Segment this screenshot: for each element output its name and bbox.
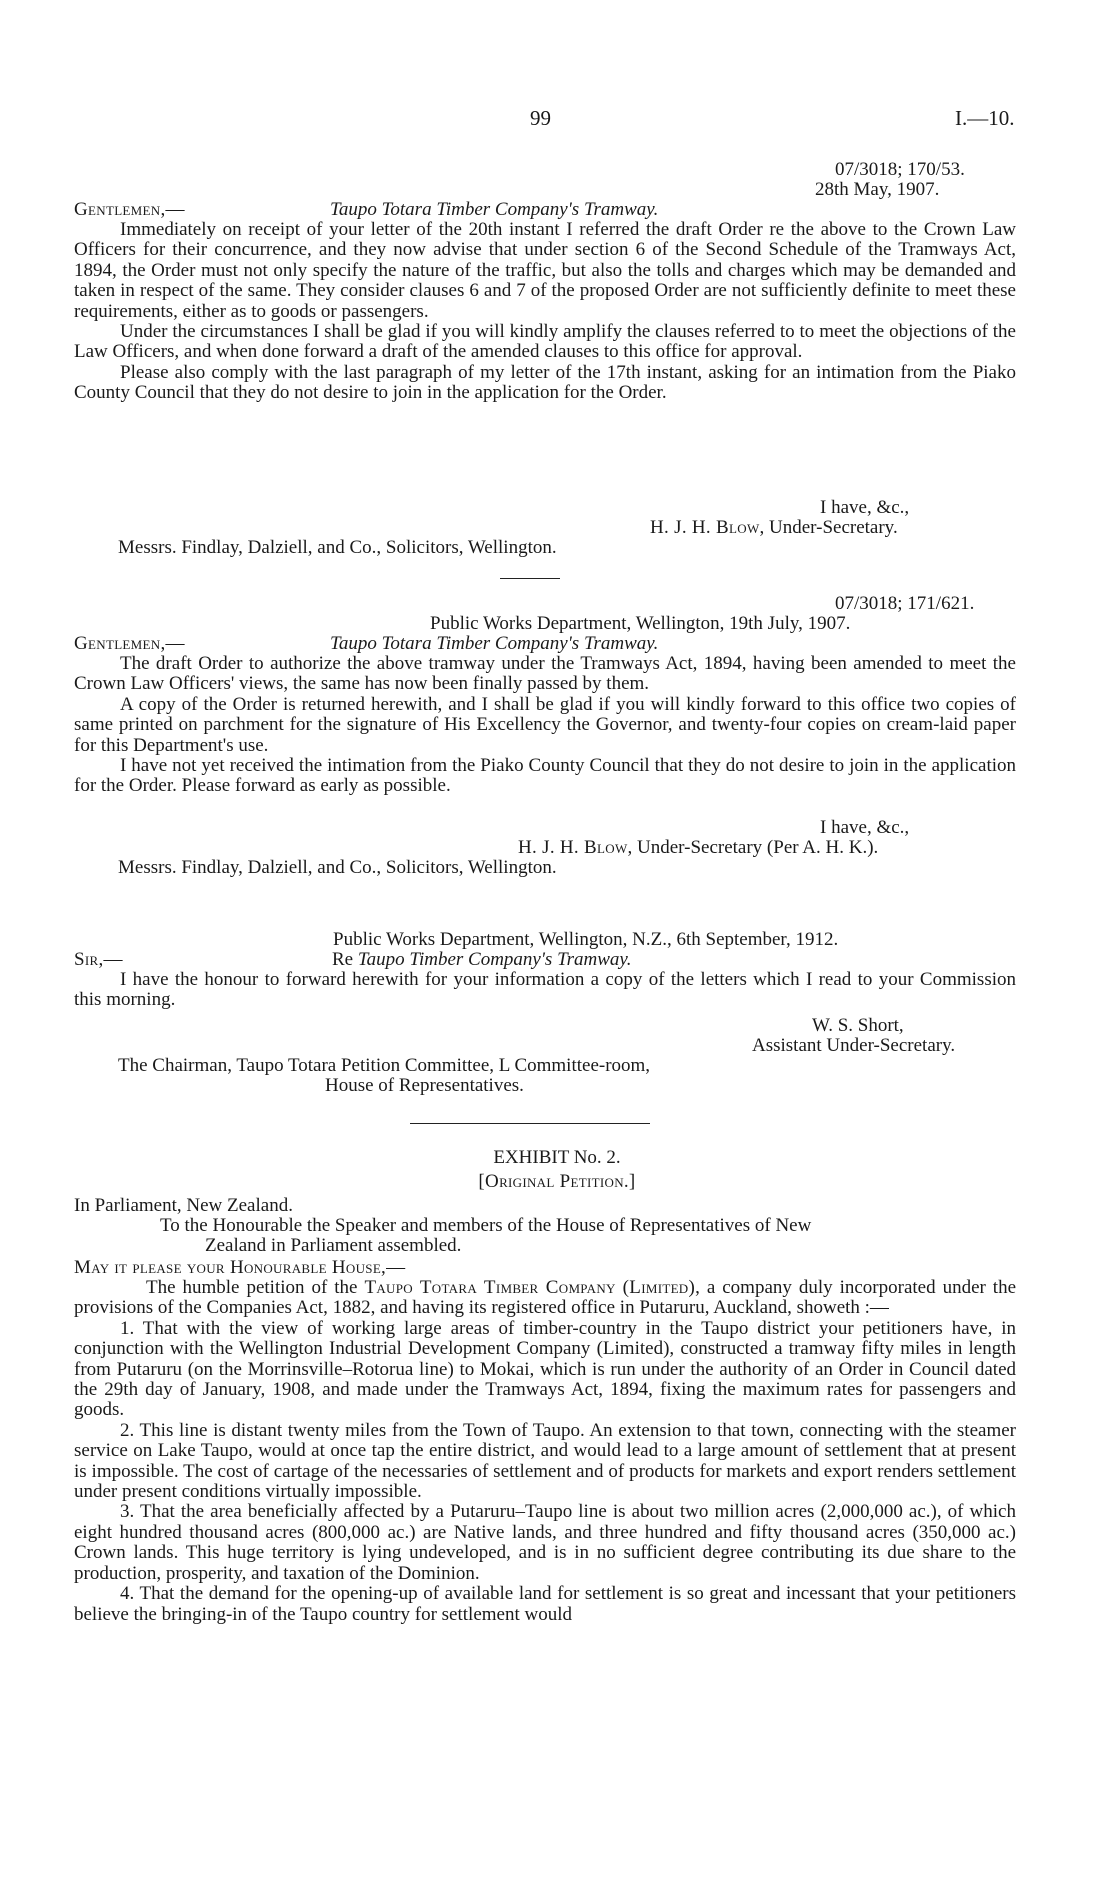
letter1-signature-name: H. J. H. Blow — [650, 517, 760, 538]
letter1-paragraph-2: Under the circumstances I shall be glad if you will kindly amplify the clauses referred to to meet the objections of the Law Officers, and when done forward a draft of the amended clauses to this office for approval. — [74, 321, 1016, 363]
exhibit-opening-line: In Parliament, New Zealand. — [74, 1195, 293, 1216]
petition-paragraph-3: 3. That the area beneficially affected by a Putaruru–Taupo line is about two million acres (2,000,000 ac.), of which eight hundred thousand acres (800,000 ac.) are Native lands, and three hundred and fifty thousand acres (350,000 ac.) Crown lands. This huge territory is lying undeveloped, and is in no sufficient degree contributing its due share to the production, prosperity, and taxation of the Dominion. — [74, 1501, 1016, 1584]
letter3-date: Public Works Department, Wellington, N.Z., 6th September, 1912. — [333, 929, 839, 950]
letter2-paragraph-2: A copy of the Order is returned herewith, and I shall be glad if you will kindly forward to this office two copies of same printed on parchment for the signature of His Excellency the Governor, and twenty-four copies on cream-laid paper for this Department's use. — [74, 693, 1016, 756]
letter3-signature-name: W. S. Short, — [812, 1015, 904, 1036]
letter3-addressee-line1: The Chairman, Taupo Totara Petition Committee, L Committee-room, — [118, 1055, 651, 1076]
exhibit-divider — [410, 1123, 650, 1124]
company-name: Taupo Totara Timber Company — [364, 1277, 616, 1298]
letter2-paragraph-1: The draft Order to authorize the above tramway under the Tramways Act, 1894, having been amended to meet the Crown Law Officers' views, the same has now been finally passed by them. — [74, 653, 1016, 695]
petition-paragraph-2: 2. This line is distant twenty miles from the Town of Taupo. An extension to that town, connecting with the steamer service on Lake Taupo, would at once tap the entire district, and would lead to a large amount of settlement that at present is impossible. The cost of cartage of the necessaries of settlement and of products for markets and export renders settlement under present conditions virtually impossible. — [74, 1419, 1016, 1503]
petition-paragraph-4: 4. That the demand for the opening-up of available land for settlement is so great and incessant that your petitioners believe the bringing-in of the Taupo country for settlement would — [74, 1583, 1016, 1625]
petition-intro — [74, 1278, 1016, 1319]
letter1-closing: I have, &c., — [820, 497, 910, 518]
section-divider — [500, 578, 560, 579]
petition-intro-end: , a company duly incorporated under the provisions of the Companies Act, 1882, and having its registered office in Putaruru, Auckland, showeth :— — [74, 1277, 1017, 1319]
letter2-signature-title: , Under-Secretary (Per A. H. K.). — [627, 837, 879, 858]
letter3-subject: Taupo Timber Company's Tramway. — [357, 949, 632, 970]
petition-paragraph-1: 1. That with the view of working large areas of timber-country in the Taupo district your petitioners have, in conjunction with the Wellington Industrial Development Company (Limited), constructed a tramway fifty miles in length from Putaruru (on the Morrinsville–Rotorua line) to Mokai, which is run under the authority of an Order in Council dated the 29th day of January, 1908, and made under the Tramways Act, 1894, fixing the maximum rates for passengers and goods. — [74, 1317, 1016, 1421]
letter1-reference: 07/3018; 170/53. — [835, 159, 965, 180]
letter3-salutation: Sir,— — [74, 949, 123, 970]
letter1-addressee: Messrs. Findlay, Dalziell, and Co., Solicitors, Wellington. — [118, 537, 557, 558]
document-code: I.—10. — [955, 106, 1015, 130]
letter3-subject-line — [332, 950, 632, 970]
letter2-body — [74, 654, 1016, 797]
letter2-salutation: Gentlemen,— — [74, 633, 185, 654]
letter1-paragraph-3: Please also comply with the last paragraph of my letter of the 17th instant, asking for an intimation from the Piako County Council that they do not desire to join in the application for the Order. — [74, 361, 1016, 404]
may-it-please-line: May it please your Honourable House,— — [74, 1257, 406, 1278]
letter1-date: 28th May, 1907. — [815, 179, 940, 200]
letter2-date: Public Works Department, Wellington, 19th July, 1907. — [430, 613, 851, 634]
letter3-subject-prefix: Re — [332, 949, 358, 970]
letter3-body — [74, 970, 1016, 1011]
company-limited: (Limited) — [622, 1277, 696, 1298]
letter1-subject: Taupo Totara Timber Company's Tramway. — [330, 199, 659, 220]
petition-intro-start: The humble petition of the — [146, 1277, 365, 1298]
letter3-addressee-line2: House of Representatives. — [325, 1075, 524, 1096]
exhibit-subtitle: [Original Petition.] — [478, 1171, 636, 1192]
letter2-subject: Taupo Totara Timber Company's Tramway. — [330, 633, 659, 654]
letter2-signature-name: H. J. H. Blow — [518, 837, 628, 858]
letter2-reference: 07/3018; 171/621. — [835, 593, 975, 614]
letter1-signature-title: , Under-Secretary. — [759, 517, 898, 538]
letter3-paragraph: I have the honour to forward herewith for your information a copy of the letters which I read to your Commission this morning. — [74, 969, 1016, 1011]
exhibit-address-line2: Zealand in Parliament assembled. — [205, 1235, 462, 1256]
page-number: 99 — [530, 106, 551, 130]
letter2-paragraph-3: I have not yet received the intimation from the Piako County Council that they do not desire to join in the application for the Order. Please forward as early as possible. — [74, 755, 1016, 797]
letter1-signature — [650, 518, 898, 538]
exhibit-address-line1: To the Honourable the Speaker and members of the House of Representatives of New — [160, 1215, 812, 1236]
letter3-signature-title: Assistant Under-Secretary. — [752, 1035, 956, 1056]
letter1-salutation: Gentlemen,— — [74, 199, 185, 220]
letter1-body — [74, 220, 1016, 404]
petition-body — [74, 1278, 1016, 1625]
letter2-addressee: Messrs. Findlay, Dalziell, and Co., Solicitors, Wellington. — [118, 857, 557, 878]
letter1-paragraph-1: Immediately on receipt of your letter of the 20th instant I referred the draft Order re the above to the Crown Law Officers for their concurrence, and they now advise that under section 6 of the Second Schedule of the Tramways Act, 1894, the Order must not only specify the nature of the traffic, but also the tolls and charges which may be demanded and taken in respect of the same. They consider clauses 6 and 7 of the proposed Order are not sufficiently definite to meet these requirements, either as to goods or passengers. — [74, 219, 1016, 322]
exhibit-title: EXHIBIT No. 2. — [493, 1147, 621, 1168]
letter2-closing: I have, &c., — [820, 817, 910, 838]
letter2-signature — [518, 838, 878, 858]
